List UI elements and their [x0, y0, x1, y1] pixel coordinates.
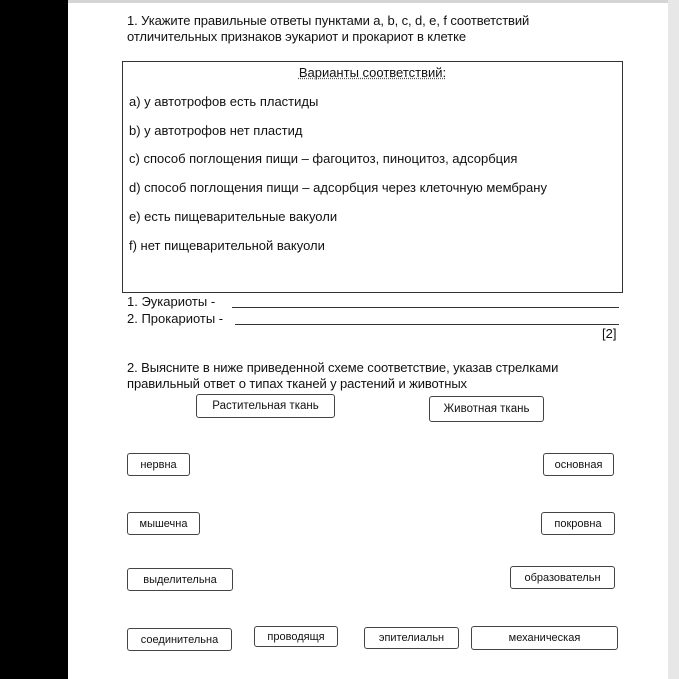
tissue-nervous[interactable]: нервна: [127, 453, 190, 476]
option-d: d) способ поглощения пищи – адсорбция через клеточную мембрану: [129, 180, 547, 195]
option-b: b) у автотрофов нет пластид: [129, 123, 303, 138]
option-e: e) есть пищеварительные вакуоли: [129, 209, 338, 224]
tissue-muscular[interactable]: мышечна: [127, 512, 200, 535]
option-f: f) нет пищеварительной вакуоли: [129, 238, 325, 253]
tissue-connective[interactable]: соединительна: [127, 628, 232, 651]
page-top-edge: [68, 0, 668, 3]
category-animal-tissue[interactable]: Животная ткань: [429, 396, 544, 422]
tissue-covering[interactable]: покровна: [541, 512, 615, 535]
answer-eukaryotes-blank[interactable]: [232, 307, 619, 308]
points-badge: [2]: [602, 326, 617, 341]
right-margin-bar: [668, 0, 679, 679]
answer-eukaryotes-label: 1. Эукариоты -: [127, 294, 216, 309]
tissue-epithelial[interactable]: эпителиальн: [364, 627, 459, 649]
option-a: a) у автотрофов есть пластиды: [129, 94, 319, 109]
tissue-basic[interactable]: основная: [543, 453, 614, 476]
tissue-excretory[interactable]: выделительна: [127, 568, 233, 591]
question-2-text: 2. Выясните в ниже приведенной схеме соответствие, указав стрелками правильный ответ о типах тканей у растений и животных: [127, 360, 559, 391]
answer-eukaryotes-row: [127, 294, 619, 310]
answer-prokaryotes-blank[interactable]: [235, 324, 619, 325]
tissue-conducting[interactable]: проводящя: [254, 626, 338, 647]
answer-prokaryotes-label: 2. Прокариоты -: [127, 311, 224, 326]
question-1-text: 1. Укажите правильные ответы пунктами a, b, c, d, e, f соответствий отличительных признаков эукариот и прокариот в клетке: [127, 13, 530, 44]
category-plant-tissue[interactable]: Растительная ткань: [196, 394, 335, 418]
left-margin-bar: [0, 0, 68, 679]
options-box: [122, 61, 623, 293]
tissue-educational[interactable]: образовательн: [510, 566, 615, 589]
options-title: Варианты соответствий:: [298, 65, 447, 80]
answer-prokaryotes-row: [127, 311, 619, 327]
tissue-mechanical[interactable]: механическая: [471, 626, 618, 650]
option-c: c) способ поглощения пищи – фагоцитоз, пиноцитоз, адсорбция: [129, 151, 518, 166]
